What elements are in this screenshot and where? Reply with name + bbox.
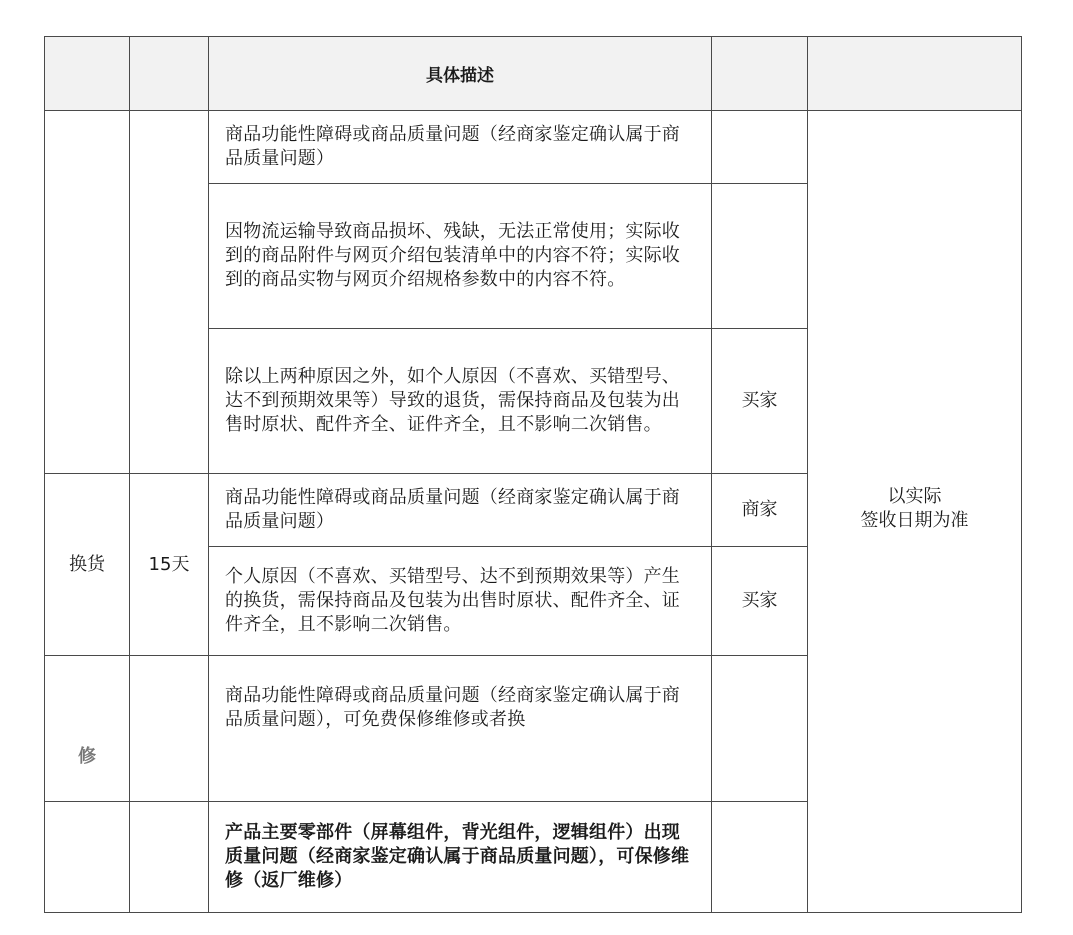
service-type-return [45, 111, 130, 474]
table-row [45, 111, 1022, 184]
header-description: 具体描述 [209, 37, 712, 111]
header-period [130, 37, 209, 111]
responsible-party-cell [712, 656, 808, 802]
responsible-party-cell: 买家 [712, 329, 808, 474]
responsible-party-cell [712, 111, 808, 184]
period-return [130, 111, 209, 474]
service-type-exchange: 换货 [45, 474, 130, 656]
header-service-type [45, 37, 130, 111]
period-repair [130, 656, 209, 802]
description-cell: 商品功能性障碍或商品质量问题（经商家鉴定确认属于商品质量问题），可免费保修维修或者换 [209, 656, 712, 802]
description-cell: 商品功能性障碍或商品质量问题（经商家鉴定确认属于商品质量问题） [209, 474, 712, 547]
responsible-party-cell [712, 802, 808, 913]
period-exchange: 15天 [130, 474, 209, 656]
description-cell: 因物流运输导致商品损坏、残缺，无法正常使用；实际收到的商品附件与网页介绍包装清单中的内容不符；实际收到的商品实物与网页介绍规格参数中的内容不符。 [209, 184, 712, 329]
service-type-repair: 修 [45, 656, 130, 802]
description-cell: 个人原因（不喜欢、买错型号、达不到预期效果等）产生的换货，需保持商品及包装为出售时原状、配件齐全、证件齐全，且不影响二次销售。 [209, 547, 712, 656]
description-cell: 商品功能性障碍或商品质量问题（经商家鉴定确认属于商品质量问题） [209, 111, 712, 184]
policy-table [44, 36, 1022, 913]
description-cell: 除以上两种原因之外，如个人原因（不喜欢、买错型号、达不到预期效果等）导致的退货，需保持商品及包装为出售时原状、配件齐全、证件齐全，且不影响二次销售。 [209, 329, 712, 474]
date-basis-text: 以实际 签收日期为准 [860, 486, 969, 531]
header-row [45, 37, 1022, 111]
responsible-party-cell [712, 184, 808, 329]
header-date-basis [808, 37, 1022, 111]
description-cell: 产品主要零部件（屏幕组件，背光组件，逻辑组件）出现质量问题（经商家鉴定确认属于商品质量问题），可保修维修（返厂维修） [209, 802, 712, 913]
service-type-warranty [45, 802, 130, 913]
responsible-party-cell: 商家 [712, 474, 808, 547]
period-warranty [130, 802, 209, 913]
date-basis-cell [808, 111, 1022, 913]
header-responsible-party [712, 37, 808, 111]
responsible-party-cell: 买家 [712, 547, 808, 656]
